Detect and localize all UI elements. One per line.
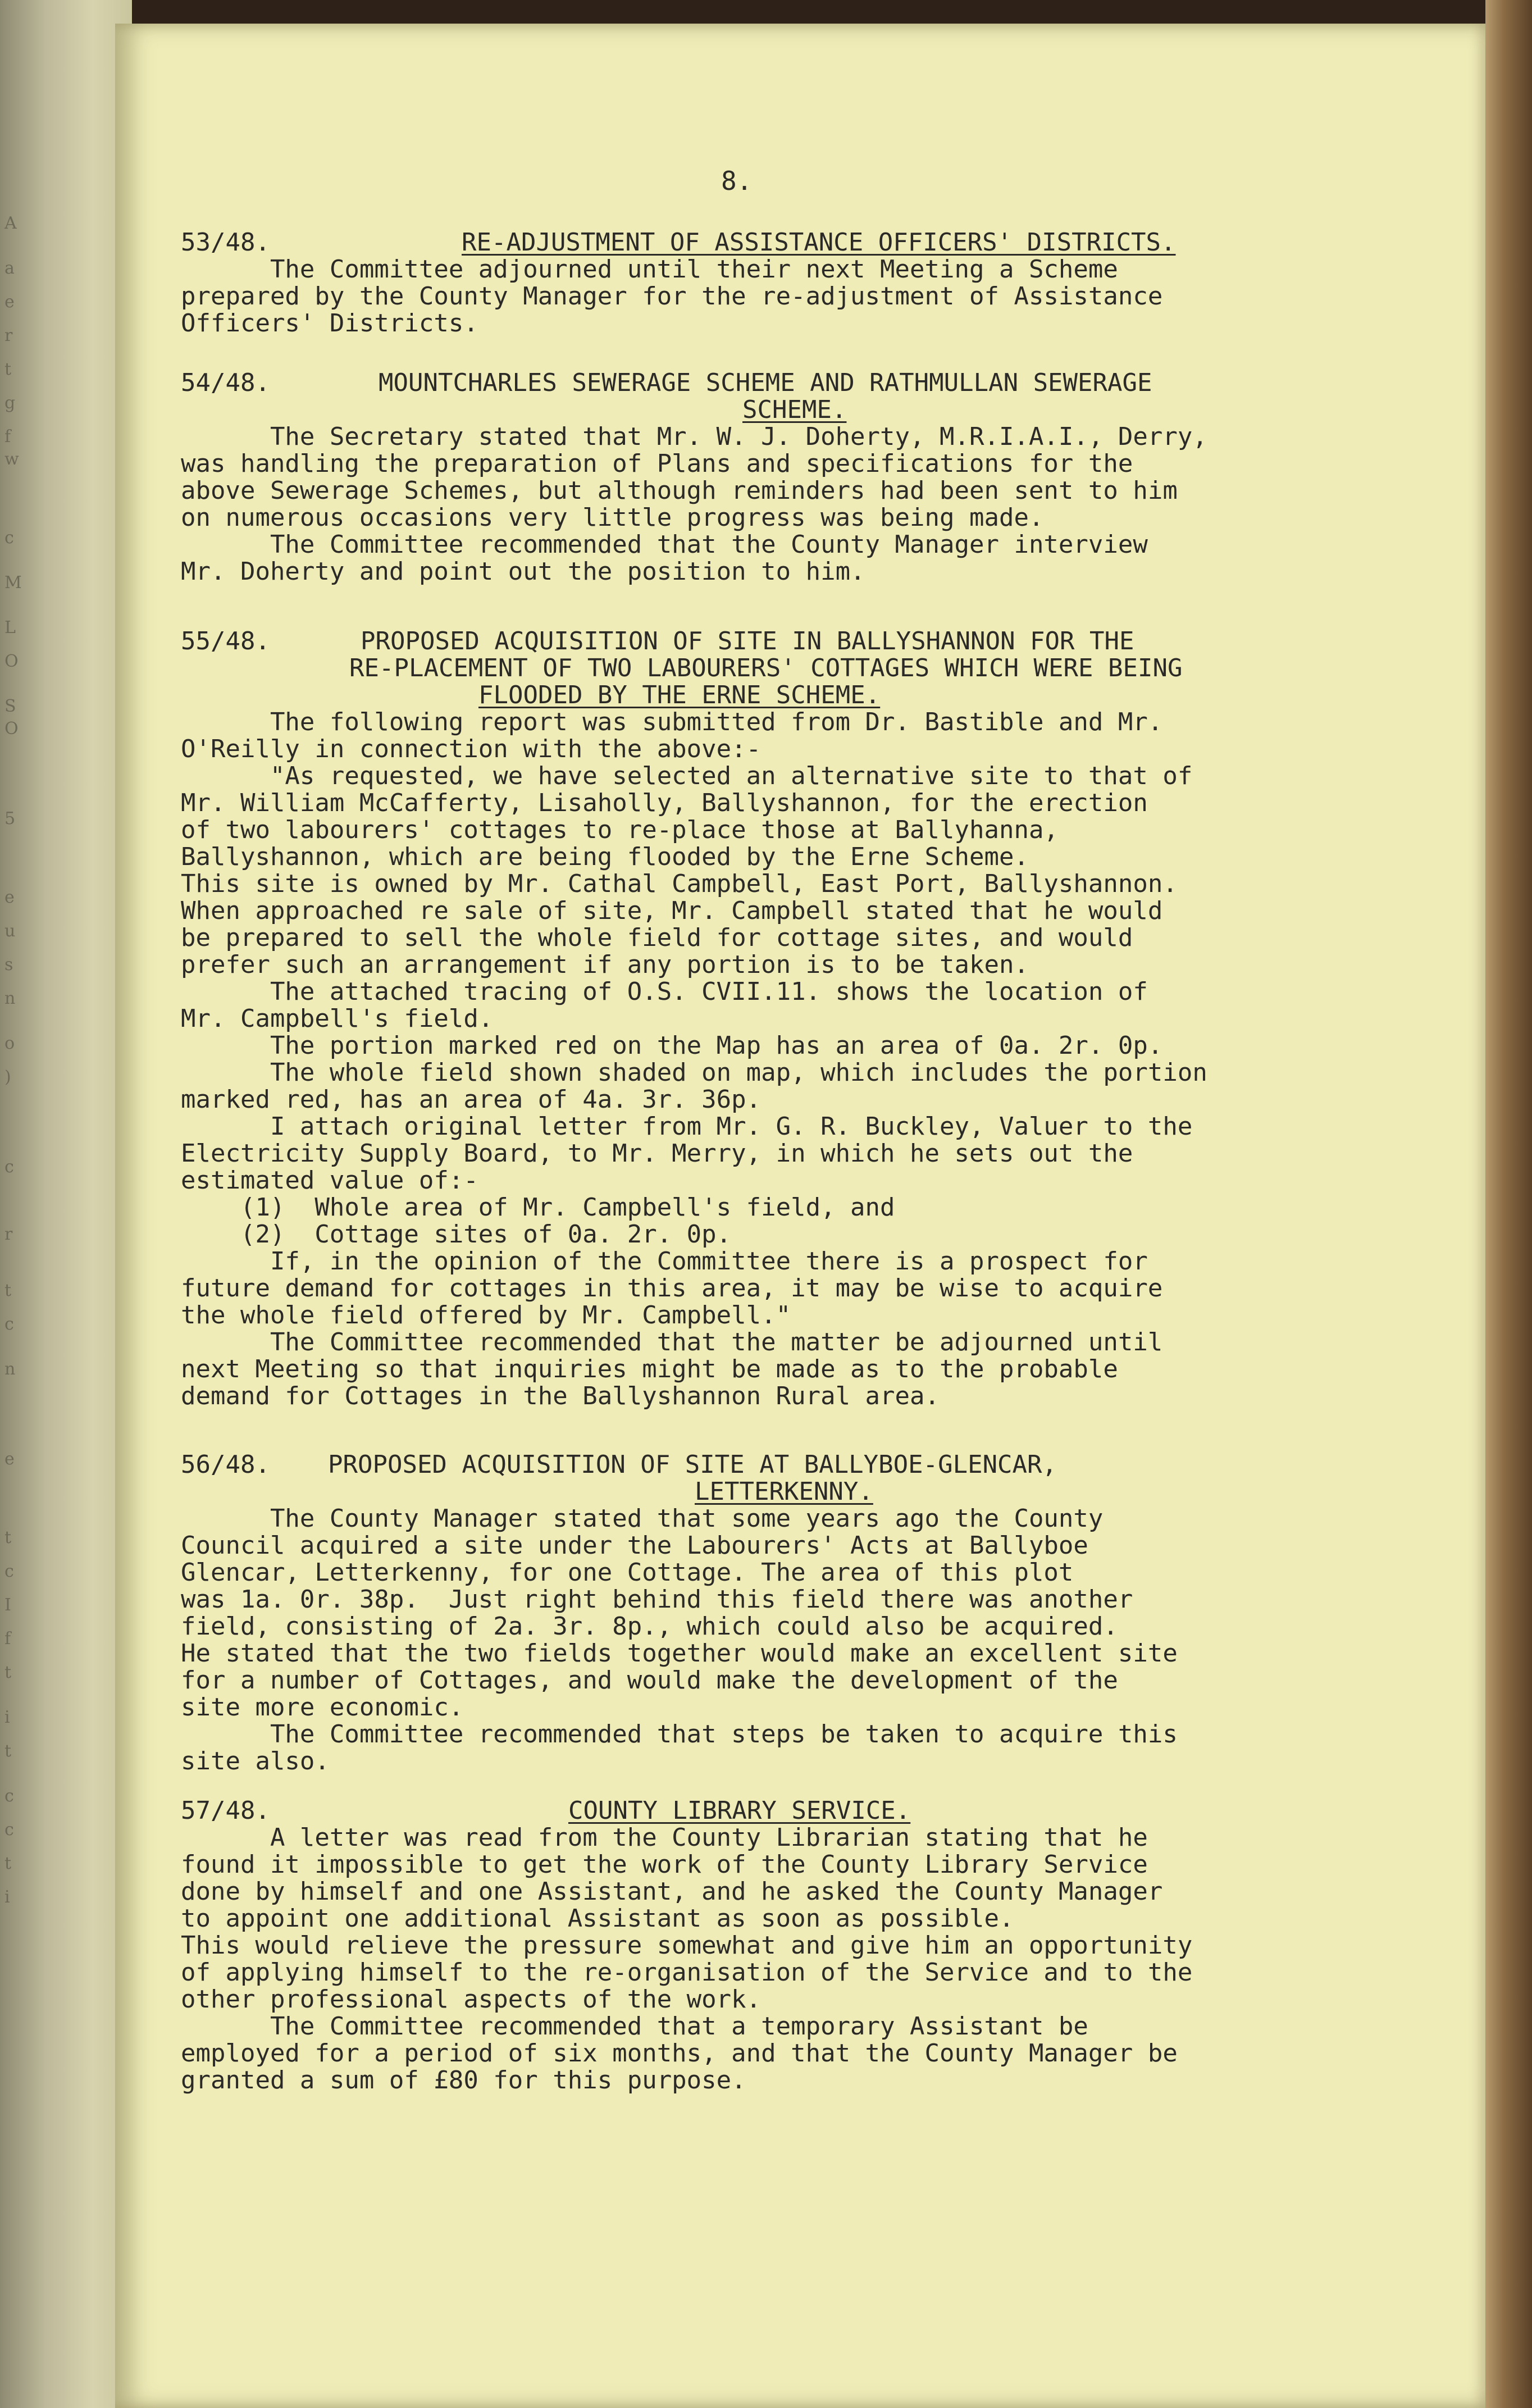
margin-letter: ) <box>4 1067 11 1087</box>
margin-letter: n <box>4 989 16 1008</box>
margin-letter: r <box>4 326 13 345</box>
margin-letter: O <box>4 652 19 671</box>
minute-number: 55/48. <box>181 627 270 656</box>
minute-body-line: The whole field shown shaded on map, which includes the portion <box>181 1058 1207 1087</box>
margin-letter: f <box>4 427 11 447</box>
minute-body-line: Mr. William McCafferty, Lisaholly, Ballyshannon, for the erection <box>181 789 1148 817</box>
margin-letter: t <box>4 1281 12 1300</box>
minute-body-line: prefer such an arrangement if any portion is to be taken. <box>181 950 1029 979</box>
margin-letter: s <box>4 955 13 975</box>
margin-letter: n <box>4 1359 16 1379</box>
margin-letter: f <box>4 1629 11 1649</box>
minute-heading: PROPOSED ACQUISITION OF SITE IN BALLYSHANNON FOR THE <box>361 627 1134 656</box>
minute-number: 54/48. <box>181 368 270 397</box>
minute-body-line: of two labourers' cottages to re-place those at Ballyhanna, <box>181 816 1059 844</box>
minute-body-line: the whole field offered by Mr. Campbell." <box>181 1301 791 1330</box>
minute-body-line: The Committee adjourned until their next Meeting a Scheme <box>181 255 1118 284</box>
margin-letter: t <box>4 359 12 379</box>
minute-body-line: I attach original letter from Mr. G. R. Buckley, Valuer to the <box>181 1112 1193 1141</box>
minute-body-line: demand for Cottages in the Ballyshannon Rural area. <box>181 1382 940 1410</box>
minute-body-line: on numerous occasions very little progress was being made. <box>181 503 1044 532</box>
minute-number: 57/48. <box>181 1796 270 1825</box>
minute-body-line: employed for a period of six months, and that the County Manager be <box>181 2039 1178 2068</box>
page-number: 8. <box>721 166 753 196</box>
minute-body-line: above Sewerage Schemes, but although reminders had been sent to him <box>181 476 1178 505</box>
minute-body-line: field, consisting of 2a. 3r. 8p., which could also be acquired. <box>181 1612 1118 1641</box>
minute-body-line: other professional aspects of the work. <box>181 1985 762 2014</box>
minute-body-line: Electricity Supply Board, to Mr. Merry, in which he sets out the <box>181 1139 1133 1168</box>
margin-letter: c <box>4 1820 14 1840</box>
margin-letter: L <box>4 618 16 638</box>
minute-body-line: Mr. Campbell's field. <box>181 1004 494 1033</box>
minute-body-line: The following report was submitted from Dr. Bastible and Mr. <box>181 708 1163 736</box>
minute-body-line: The Secretary stated that Mr. W. J. Doherty, M.R.I.A.I., Derry, <box>181 422 1207 451</box>
minute-body-line: Council acquired a site under the Labourers' Acts at Ballyboe <box>181 1531 1088 1560</box>
margin-letter: g <box>4 393 16 413</box>
minute-body-line: Ballyshannon, which are being flooded by the Erne Scheme. <box>181 843 1029 871</box>
minute-heading: MOUNTCHARLES SEWERAGE SCHEME AND RATHMULLAN SEWERAGE <box>379 368 1152 397</box>
minute-body-line: The Committee recommended that the County Manager interview <box>181 530 1148 559</box>
margin-letter: c <box>4 1157 14 1177</box>
minute-heading: RE-ADJUSTMENT OF ASSISTANCE OFFICERS' DISTRICTS. <box>462 228 1176 257</box>
minute-body-line: to appoint one additional Assistant as soon as possible. <box>181 1904 1014 1933</box>
minute-body-line: be prepared to sell the whole field for cottage sites, and would <box>181 923 1133 952</box>
margin-letter: A <box>4 213 17 233</box>
minute-body-line: When approached re sale of site, Mr. Campbell stated that he would <box>181 896 1163 925</box>
margin-letter: O <box>4 719 19 739</box>
minute-body-line: He stated that the two fields together would make an excellent site <box>181 1639 1178 1668</box>
margin-letter: i <box>4 1887 10 1907</box>
minute-body-line: The Committee recommended that a temporary Assistant be <box>181 2012 1088 2041</box>
minute-body-line: O'Reilly in connection with the above:- <box>181 735 762 763</box>
margin-letter: M <box>4 573 22 593</box>
minute-body-line: granted a sum of £80 for this purpose. <box>181 2066 746 2095</box>
margin-letter: I <box>4 1595 11 1615</box>
margin-letter: e <box>4 887 15 907</box>
minute-body-line: The Committee recommended that the matter be adjourned until <box>181 1328 1163 1357</box>
minute-body-line: This site is owned by Mr. Cathal Campbell, East Port, Ballyshannon. <box>181 870 1178 898</box>
minute-heading: COUNTY LIBRARY SERVICE. <box>568 1796 911 1825</box>
margin-letter: c <box>4 528 14 548</box>
minute-body-line: marked red, has an area of 4a. 3r. 36p. <box>181 1085 762 1114</box>
margin-letter: e <box>4 1449 15 1469</box>
minute-body-line: found it impossible to get the work of the County Library Service <box>181 1850 1148 1879</box>
minute-heading: FLOODED BY THE ERNE SCHEME. <box>478 681 881 709</box>
minute-body-line: (2) Cottage sites of 0a. 2r. 0p. <box>181 1220 732 1249</box>
minute-body-line: The Committee recommended that steps be taken to acquire this <box>181 1720 1178 1749</box>
minute-body-line: A letter was read from the County Librarian stating that he <box>181 1823 1148 1852</box>
minute-body-line: site more economic. <box>181 1693 464 1722</box>
minute-body-line: estimated value of:- <box>181 1166 478 1195</box>
margin-letter: u <box>4 921 16 941</box>
margin-letter: t <box>4 1854 12 1873</box>
minute-body-line: Glencar, Letterkenny, for one Cottage. The area of this plot <box>181 1558 1074 1587</box>
minute-body-line: future demand for cottages in this area, it may be wise to acquire <box>181 1274 1163 1303</box>
minute-body-line: If, in the opinion of the Committee there is a prospect for <box>181 1247 1148 1276</box>
minute-body-line: of applying himself to the re-organisation of the Service and to the <box>181 1958 1193 1987</box>
minute-heading: LETTERKENNY. <box>695 1477 873 1506</box>
margin-letter: o <box>4 1034 15 1053</box>
minute-number: 56/48. <box>181 1450 270 1479</box>
margin-letter: t <box>4 1528 12 1547</box>
minute-heading: PROPOSED ACQUISITION OF SITE AT BALLYBOE-GLENCAR, <box>328 1450 1057 1479</box>
margin-letter: S <box>4 697 16 716</box>
minute-heading: SCHEME. <box>742 395 847 424</box>
margin-letter: e <box>4 292 15 312</box>
minute-body-line: This would relieve the pressure somewhat and give him an opportunity <box>181 1931 1193 1960</box>
margin-letter: w <box>4 449 19 469</box>
minute-body-line: site also. <box>181 1747 330 1776</box>
margin-letter: c <box>4 1314 14 1334</box>
margin-letter: t <box>4 1663 12 1682</box>
minute-body-line: (1) Whole area of Mr. Campbell's field, and <box>181 1193 895 1222</box>
minute-body-line: was handling the preparation of Plans and specifications for the <box>181 449 1133 478</box>
minute-body-line: for a number of Cottages, and would make the development of the <box>181 1666 1118 1695</box>
minute-heading: RE-PLACEMENT OF TWO LABOURERS' COTTAGES WHICH WERE BEING <box>349 654 1183 682</box>
minute-body-line: The attached tracing of O.S. CVII.11. shows the location of <box>181 977 1148 1006</box>
margin-letter: t <box>4 1741 12 1761</box>
margin-letter: c <box>4 1786 14 1806</box>
minute-body-line: done by himself and one Assistant, and he asked the County Manager <box>181 1877 1163 1906</box>
minute-body-line: was 1a. 0r. 38p. Just right behind this field there was another <box>181 1585 1133 1614</box>
margin-letter: a <box>4 258 15 278</box>
minute-body-line: prepared by the County Manager for the re-adjustment of Assistance <box>181 282 1163 311</box>
margin-letter: c <box>4 1562 14 1581</box>
minute-body-line: The County Manager stated that some years ago the County <box>181 1504 1104 1533</box>
minute-body-line: Mr. Doherty and point out the position to him. <box>181 557 865 586</box>
minute-number: 53/48. <box>181 228 270 257</box>
book-right-edge <box>1485 0 1532 2408</box>
minute-body-line: next Meeting so that inquiries might be made as to the probable <box>181 1355 1118 1383</box>
minute-body-line: The portion marked red on the Map has an area of 0a. 2r. 0p. <box>181 1031 1163 1060</box>
margin-letter: 5 <box>4 809 16 829</box>
minute-body-line: Officers' Districts. <box>181 309 478 338</box>
margin-letter: r <box>4 1225 13 1244</box>
minute-body-line: "As requested, we have selected an alternative site to that of <box>181 762 1193 790</box>
book-binding-edge <box>0 0 132 2408</box>
margin-letter: i <box>4 1708 10 1727</box>
